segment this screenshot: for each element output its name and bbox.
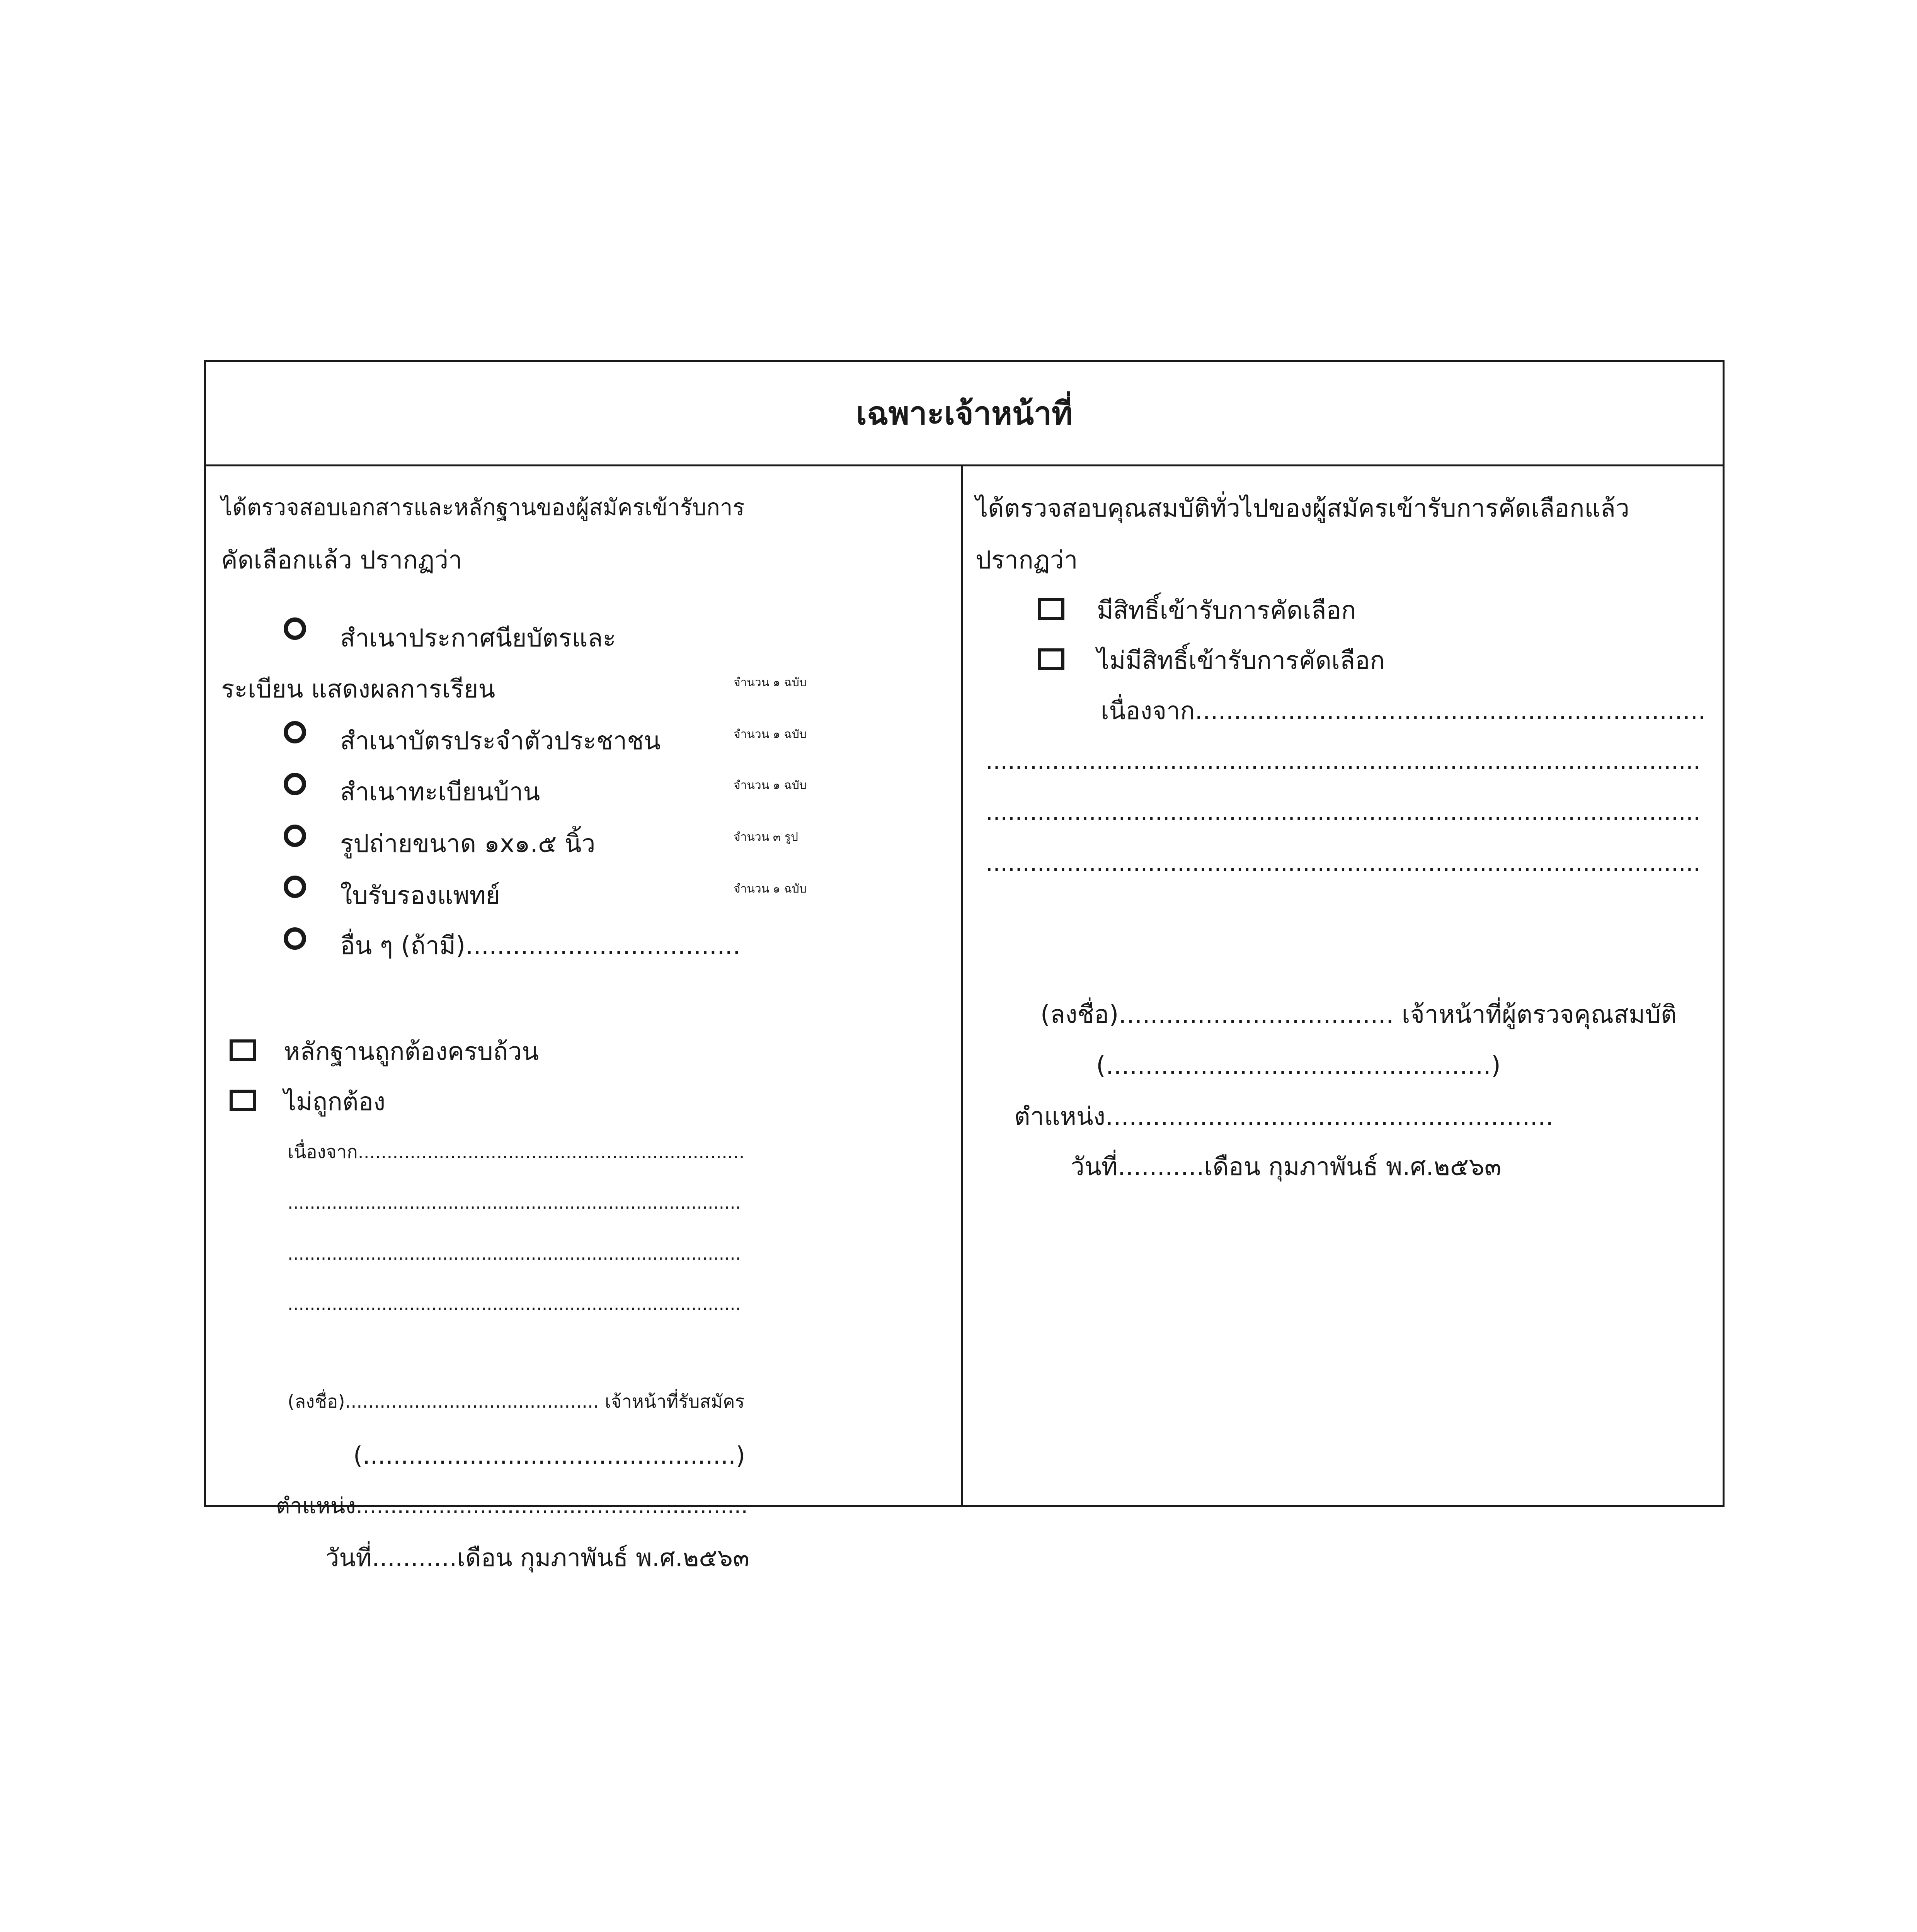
check-incorrect-box[interactable] <box>230 1090 256 1111</box>
check-complete-label: หลักฐานถูกต้องครบถ้วน <box>284 1037 539 1066</box>
left-because-field[interactable]: เนื่องจาก................................................................... <box>288 1141 745 1163</box>
left-signature-line[interactable]: (ลงชื่อ)............................................ เจ้าหน้าที่รับสมัคร <box>288 1391 745 1412</box>
doc-id-card-radio[interactable] <box>284 721 306 743</box>
left-date-line[interactable]: วันที่...........เดือน กุมภาพันธ์ พ.ศ.๒๕๖๓ <box>325 1544 750 1572</box>
right-dotted-line-1[interactable]: ................................................................................................. <box>986 748 1701 775</box>
doc-medical-label: ใบรับรองแพทย์ <box>340 881 501 910</box>
left-intro-line-2: คัดเลือกแล้ว ปรากฏว่า <box>221 546 462 575</box>
doc-house-reg-radio[interactable] <box>284 773 306 795</box>
right-because-field[interactable]: เนื่องจาก.................................................................. <box>1101 697 1706 725</box>
check-eligible-label: มีสิทธิ์เข้ารับการคัดเลือก <box>1097 596 1356 625</box>
doc-certificate-label: สำเนาประกาศนียบัตรและ <box>340 624 616 653</box>
left-position-line[interactable]: ตำแหน่ง......................................................... <box>276 1493 748 1519</box>
doc-transcript-label: ระเบียน แสดงผลการเรียน <box>221 675 495 704</box>
check-eligible-box[interactable] <box>1038 598 1064 620</box>
left-dotted-line-3[interactable]: .................................................................................. <box>288 1294 741 1314</box>
column-divider <box>961 464 963 1505</box>
form-header <box>206 362 1723 466</box>
right-dotted-line-2[interactable]: ................................................................................................. <box>986 799 1701 826</box>
check-not-eligible-box[interactable] <box>1038 648 1064 670</box>
doc-transcript-count: จำนวน ๑ ฉบับ <box>734 676 807 689</box>
right-dotted-line-3[interactable]: ................................................................................................. <box>986 850 1701 877</box>
right-date-line[interactable]: วันที่...........เดือน กุมภาพันธ์ พ.ศ.๒๕๖๓ <box>1071 1153 1502 1181</box>
doc-photo-radio[interactable] <box>284 825 306 847</box>
doc-medical-count: จำนวน ๑ ฉบับ <box>734 882 807 896</box>
left-name-parenthesis[interactable]: (.................................................) <box>353 1441 746 1469</box>
doc-other-label: อื่น ๆ (ถ้ามี)................................... <box>340 932 741 960</box>
left-intro-line-1: ได้ตรวจสอบเอกสารและหลักฐานของผู้สมัครเข้ารับการ <box>221 494 745 520</box>
check-not-eligible-label: ไม่มีสิทธิ์เข้ารับการคัดเลือก <box>1097 646 1385 675</box>
doc-id-card-label: สำเนาบัตรประจำตัวประชาชน <box>340 727 661 755</box>
doc-house-reg-count: จำนวน ๑ ฉบับ <box>734 779 807 792</box>
doc-certificate-radio[interactable] <box>284 617 306 640</box>
form-title: เฉพาะเจ้าหน้าที่ <box>856 395 1073 432</box>
right-intro-line-2: ปรากฏว่า <box>976 546 1078 575</box>
right-intro-line-1: ได้ตรวจสอบคุณสมบัติทั่วไปของผู้สมัครเข้ารับการคัดเลือกแล้ว <box>976 494 1629 523</box>
doc-medical-radio[interactable] <box>284 876 306 898</box>
doc-photo-count: จำนวน ๓ รูป <box>734 830 798 844</box>
doc-house-reg-label: สำเนาทะเบียนบ้าน <box>340 778 540 806</box>
check-incorrect-label: ไม่ถูกต้อง <box>284 1088 386 1116</box>
right-signature-line[interactable]: (ลงชื่อ)................................... เจ้าหน้าที่ผู้ตรวจคุณสมบัติ <box>1040 1000 1677 1029</box>
left-dotted-line-2[interactable]: .................................................................................. <box>288 1243 741 1264</box>
check-complete-box[interactable] <box>230 1039 256 1061</box>
right-name-parenthesis[interactable]: (.................................................) <box>1096 1051 1501 1080</box>
doc-photo-label: รูปถ่ายขนาด ๑x๑.๕ นิ้ว <box>340 830 596 858</box>
right-position-line[interactable]: ตำแหน่ง......................................................... <box>1014 1102 1554 1131</box>
doc-other-radio[interactable] <box>284 927 306 950</box>
left-dotted-line-1[interactable]: .................................................................................. <box>288 1192 741 1213</box>
doc-id-card-count: จำนวน ๑ ฉบับ <box>734 728 807 741</box>
